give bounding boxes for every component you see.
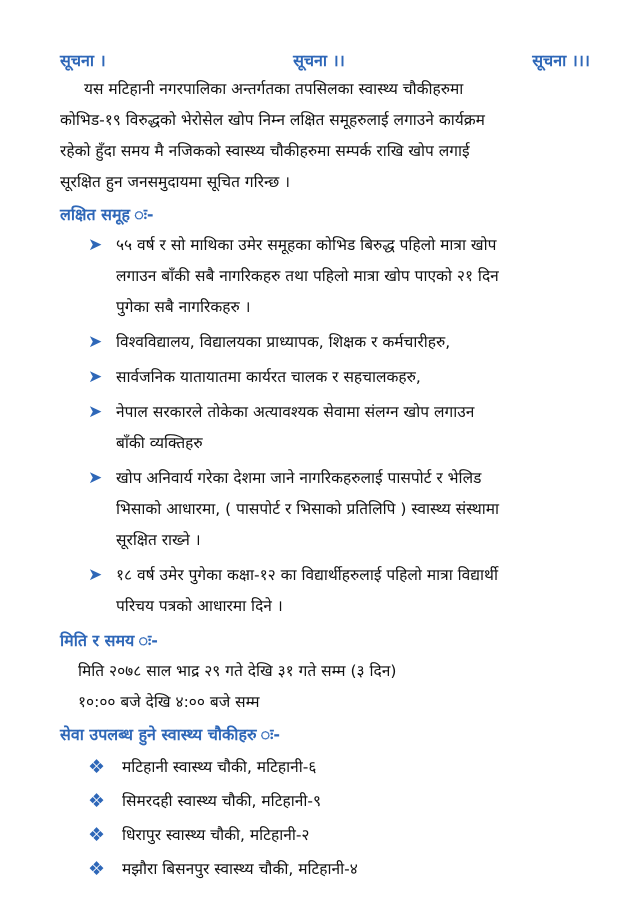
triangle-arrow-icon: ➤ [88, 402, 103, 422]
health-posts-title: सेवा उपलब्ध हुने स्वास्थ्य चौकीहरु ः- [60, 725, 281, 744]
list-item-line: नेपाल सरकारले तोकेका अत्यावश्यक सेवामा संलग्न खोप लगाउन [116, 403, 475, 421]
notice-label-left: सूचना । [60, 51, 106, 70]
target-groups-title: लक्षित समूह ः- [60, 205, 154, 224]
intro-line-1: यस मटिहानी नगरपालिका अन्तर्गतका तपसिलका स्वास्थ्य चौकीहरुमा [84, 80, 464, 98]
list-item-line: सूरक्षित राख्ने । [116, 531, 201, 549]
four-diamond-star-icon: ❖ [88, 858, 106, 880]
list-item [60, 560, 598, 622]
list-item [60, 750, 598, 784]
target-groups-list [60, 230, 598, 622]
four-diamond-star-icon: ❖ [88, 756, 106, 778]
health-post-name: धिरापुर स्वास्थ्य चौकी, मटिहानी-२ [122, 826, 310, 844]
notice-header [60, 46, 598, 74]
list-item [60, 362, 598, 393]
notice-label-right: सूचना ।।। [532, 51, 590, 70]
list-item [60, 397, 598, 459]
intro-line-3: रहेको हुँदा समय मै नजिकको स्वास्थ्य चौकीहरुमा सम्पर्क राखि खोप लगाई [60, 142, 470, 160]
schedule-time: १०:०० बजे देखि ४:०० बजे सम्म [78, 693, 260, 711]
list-item-line: पुगेका सबै नागरिकहरु । [116, 298, 251, 316]
triangle-arrow-icon: ➤ [88, 235, 103, 255]
health-post-name: सिमरदही स्वास्थ्य चौकी, मटिहानी-९ [122, 792, 322, 810]
schedule-date: मिति २०७८ साल भाद्र २९ गते देखि ३१ गते सम्म (३ दिन) [78, 662, 397, 680]
triangle-arrow-icon: ➤ [88, 332, 103, 352]
list-item-line: परिचय पत्रको आधारमा दिने । [116, 597, 283, 615]
four-diamond-star-icon: ❖ [88, 824, 106, 846]
triangle-arrow-icon: ➤ [88, 565, 103, 585]
list-item [60, 852, 598, 886]
intro-line-4: सूरक्षित हुन जनसमुदायमा सूचित गरिन्छ । [60, 173, 291, 191]
list-item [60, 818, 598, 852]
list-item-line: भिसाको आधारमा, ( पासपोर्ट र भिसाको प्रतिलिपि ) स्वास्थ्य संस्थामा [116, 500, 500, 518]
list-item [60, 327, 598, 358]
intro-line-2: कोभिड-१९ विरुद्धको भेरोसेल खोप निम्न लक्षित समूहरुलाई लगाउने कार्यक्रम [60, 111, 485, 129]
list-item-line: बाँकी व्यक्तिहरु [116, 434, 203, 452]
list-item-line: १८ वर्ष उमेर पुगेका कक्षा-१२ का विद्यार्थीहरुलाई पहिलो मात्रा विद्यार्थी [116, 566, 498, 584]
health-post-name: मझौरा बिसनपुर स्वास्थ्य चौकी, मटिहानी-४ [122, 860, 358, 878]
list-item [60, 230, 598, 323]
health-post-name: मटिहानी स्वास्थ्य चौकी, मटिहानी-६ [122, 758, 317, 776]
schedule-title: मिति र समय ः- [60, 631, 158, 650]
four-diamond-star-icon: ❖ [88, 790, 106, 812]
triangle-arrow-icon: ➤ [88, 468, 103, 488]
list-item-line: लगाउन बाँकी सबै नागरिकहरु तथा पहिलो मात्रा खोप पाएको २१ दिन [116, 267, 499, 285]
triangle-arrow-icon: ➤ [88, 367, 103, 387]
list-item [60, 463, 598, 556]
list-item-line: विश्वविद्यालय, विद्यालयका प्राध्यापक, शिक्षक र कर्मचारीहरु, [116, 333, 451, 351]
intro-paragraph [60, 74, 598, 198]
list-item-line: ५५ वर्ष र सो माथिका उमेर समूहका कोभिड बिरुद्ध पहिलो मात्रा खोप [116, 236, 497, 254]
list-item-line: खोप अनिवार्य गरेका देशमा जाने नागरिकहरुलाई पासपोर्ट र भेलिड [116, 469, 482, 487]
health-posts-list [60, 750, 598, 886]
list-item-line: सार्वजनिक यातायातमा कार्यरत चालक र सहचालकहरु, [116, 368, 421, 386]
list-item [60, 784, 598, 818]
notice-label-center: सूचना ।। [293, 51, 345, 70]
